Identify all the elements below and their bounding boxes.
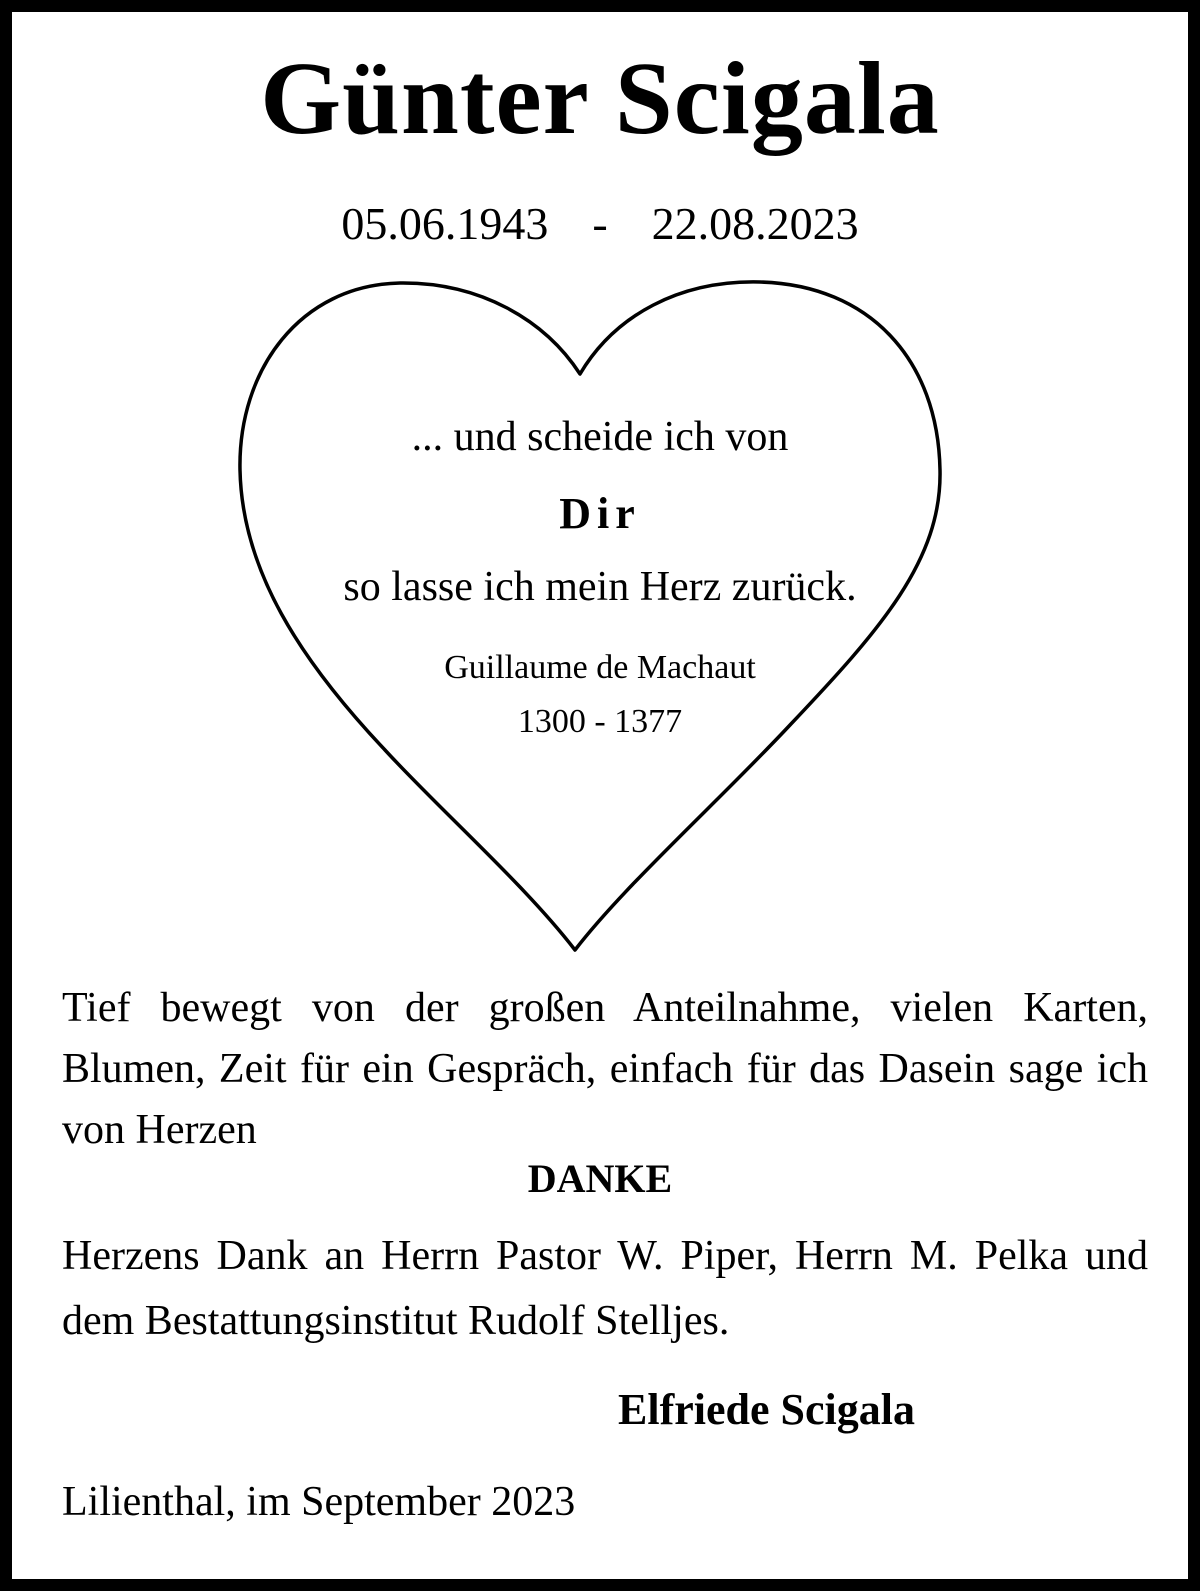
thank-you-paragraph: Tief bewegt von der großen Anteilnahme, vielen Karten, Blumen, Zeit für ein Gespräch, einfach für das Dasein sage ich von Herzen <box>62 985 1148 1153</box>
quote-line-2: Dir <box>559 489 641 538</box>
birth-date: 05.06.1943 <box>341 198 549 249</box>
quote-author: Guillaume de Machaut <box>444 649 756 686</box>
quote-author-years: 1300 - 1377 <box>517 703 683 740</box>
date-separator: - <box>592 198 608 249</box>
danke-heading: DANKE <box>527 1156 673 1201</box>
place-and-date: Lilienthal, im September 2023 <box>62 1479 576 1525</box>
death-date: 22.08.2023 <box>651 198 859 249</box>
quote-line-3: so lasse ich mein Herz zurück. <box>343 564 857 610</box>
quote-line-1: ... und scheide ich von <box>411 414 789 460</box>
deceased-name: Günter Scigala <box>260 41 940 156</box>
signature: Elfriede Scigala <box>618 1385 915 1434</box>
special-thanks: Herzens Dank an Herrn Pastor W. Piper, Herrn M. Pelka und dem Bestattungsinstitut Rudolf Stelljes. <box>62 1233 1148 1344</box>
